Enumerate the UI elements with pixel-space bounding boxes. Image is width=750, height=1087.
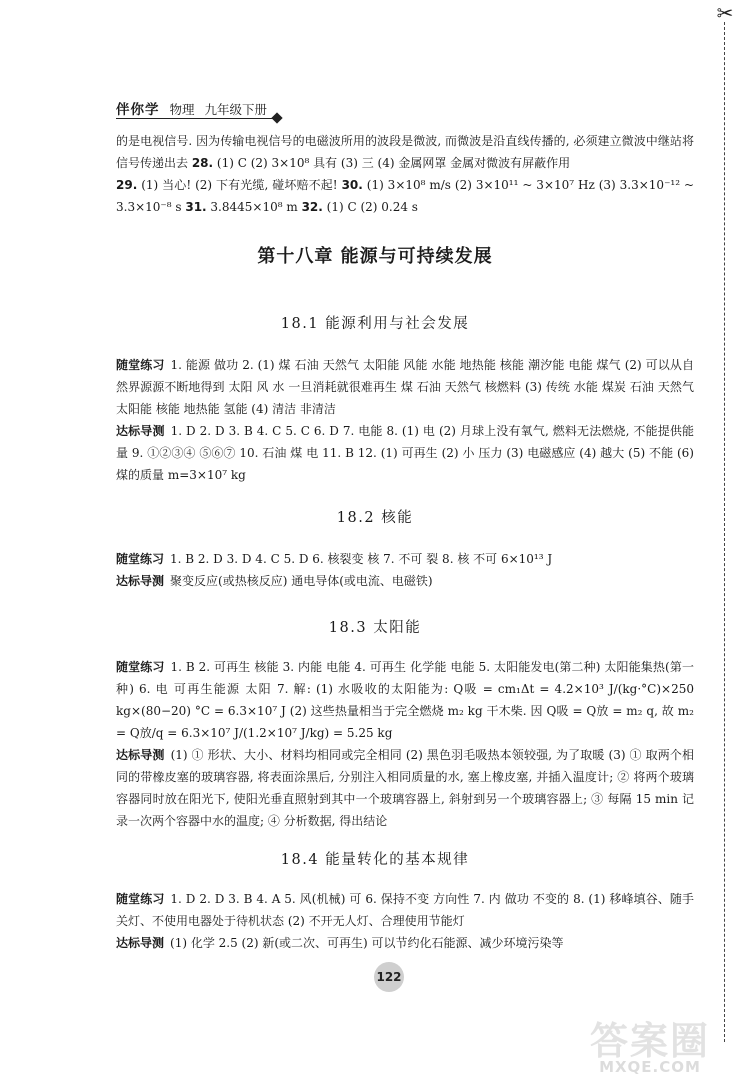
scissors-icon: ✂ <box>716 1 734 25</box>
answer-text: (1) C (2) 3×10⁸ 具有 (3) 三 (4) 金属网罩 金属对微波有屏蔽作用 <box>213 156 571 170</box>
practice-label: 随堂练习 <box>116 660 165 674</box>
practice-label: 随堂练习 <box>116 358 165 372</box>
answer-text: (1) C (2) 0.24 s <box>322 200 418 214</box>
guide-label: 达标导测 <box>116 424 165 438</box>
guide-answers: 1. D 2. D 3. B 4. C 5. C 6. D 7. 电能 8. (1) 电 (2) 月球上没有氧气, 燃料无法燃烧, 不能提供能量 9. ①②③④ ⑤⑥⑦ 10. 石油 煤 电 11. B 12. (1) 可再生 (2) 小 压力 (3) 电磁感应 (4) 越大 (5) 不能 (6) 煤的质量 m=3×10⁷ kg <box>116 424 694 482</box>
header-brand: 伴你学 <box>116 102 160 118</box>
section-guide <box>116 570 694 592</box>
watermark-url: MXQE.COM <box>599 1058 701 1076</box>
practice-answers: 1. D 2. D 3. B 4. A 5. 风(机械) 可 6. 保持不变 方向性 7. 内 做功 不变的 8. (1) 移峰填谷、随手关灯、不使用电器处于待机状态 (2) 不开无人灯、合理使用节能灯 <box>116 892 694 928</box>
question-number: 29. <box>116 178 138 192</box>
section-title: 18.4 能量转化的基本规律 <box>280 852 470 868</box>
guide-answers: 聚变反应(或热核反应) 通电导体(或电流、电磁铁) <box>170 574 433 588</box>
section-practice <box>116 548 694 570</box>
practice-answers: 1. B 2. 可再生 核能 3. 内能 电能 4. 可再生 化学能 电能 5. 太阳能发电(第二种) 太阳能集热(第一种) 6. 电 可再生能源 太阳 7. 解: (1) 水吸收的太阳能为: Q吸 = cm₁Δt = 4.2×10³ J/(kg·°C)×250 kg×(80−20) °C = 6.3×10⁷ J (2) 这些热量相当于完全燃烧 m₂ kg 干木柴. 因 Q吸 = Q放 = m₂ q, 故 m₂ = Q放/q = 6.3×10⁷ J/(1.2×10⁷ J/kg) = 5.25 kg <box>116 660 694 740</box>
section-title: 18.3 太阳能 <box>328 620 422 636</box>
section-practice <box>116 888 694 932</box>
watermark-logo <box>560 1010 740 1080</box>
guide-label: 达标导测 <box>116 936 165 950</box>
header-grade: 九年级下册 <box>204 102 268 117</box>
practice-label: 随堂练习 <box>116 892 165 906</box>
section-title: 18.2 核能 <box>336 510 414 526</box>
prev-chapter-answers <box>116 130 694 218</box>
guide-answers: (1) 化学 2.5 (2) 新(或二次、可再生) 可以节约化石能源、减少环境污染等 <box>170 936 564 950</box>
practice-answers: 1. 能源 做功 2. (1) 煤 石油 天然气 太阳能 风能 水能 地热能 核能 潮汐能 电能 煤气 (2) 可以从自然界源源不断地得到 太阳 风 水 一旦消耗就很难再生 煤 石油 天然气 核燃料 (3) 传统 水能 煤炭 石油 天然气 太阳能 核能 地热能 氢能 (4) 清洁 非清洁 <box>116 358 694 416</box>
running-header <box>116 98 267 118</box>
answer-line: 10⁻¹² ~ 3.3×10⁻⁸ s <box>116 178 695 214</box>
guide-label: 达标导测 <box>116 748 165 762</box>
question-number: 30. <box>341 178 363 192</box>
header-subject: 物理 <box>169 102 195 117</box>
answer-line: 的是电视信号. 因为传输电视信号的电磁波所用的波段是微波, 而微波是沿直线传播的, 必须建立微波中继 <box>116 134 670 148</box>
practice-label: 随堂练习 <box>116 552 165 566</box>
page-number-badge: 122 <box>374 962 404 992</box>
section-guide <box>116 744 694 832</box>
chapter-title: 第十八章 能源与可持续发展 <box>257 246 493 267</box>
question-number: 28. <box>191 156 214 170</box>
practice-answers: 1. B 2. D 3. D 4. C 5. D 6. 核裂变 核 7. 不可 裂 8. 核 不可 6×10¹³ J <box>170 552 553 566</box>
section-practice <box>116 354 694 420</box>
section-guide <box>116 932 694 954</box>
answer-line: 站将信号传递出去 <box>116 134 694 170</box>
answer-text: (1) 当心! (2) 下有光缆, 碰坏赔不起! <box>137 178 342 192</box>
answer-text: (1) 3×10⁸ m/s (2) 3×10¹¹ ~ 3×10⁷ Hz (3) 3.3× <box>362 178 649 192</box>
section-guide <box>116 420 694 486</box>
answer-text: 3.8445×10⁸ m <box>206 200 302 214</box>
section-practice <box>116 656 694 744</box>
guide-label: 达标导测 <box>116 574 165 588</box>
question-number: 31. <box>185 200 207 214</box>
cut-line <box>724 22 725 1042</box>
watermark-text: 答案圈 <box>589 1019 710 1063</box>
header-diamond <box>271 112 282 123</box>
question-number: 32. <box>301 200 323 214</box>
header-rule <box>116 118 276 119</box>
section-title: 18.1 能源利用与社会发展 <box>280 316 470 332</box>
guide-answers: (1) ① 形状、大小、材料均相同或完全相同 (2) 黑色羽毛吸热本领较强, 为了取暖 (3) ① 取两个相同的带橡皮塞的玻璃容器, 将表面涂黑后, 分别注入相同质量的水, 塞上橡皮塞, 并插入温度计; ② 将两个玻璃容器同时放在阳光下, 使阳光垂直照射到其中一个玻璃容器上, 斜射到另一个玻璃容器上; ③ 每隔 15 min 记录一次两个容器中水的温度; ④ 分析数据, 得出结论 <box>116 748 694 828</box>
